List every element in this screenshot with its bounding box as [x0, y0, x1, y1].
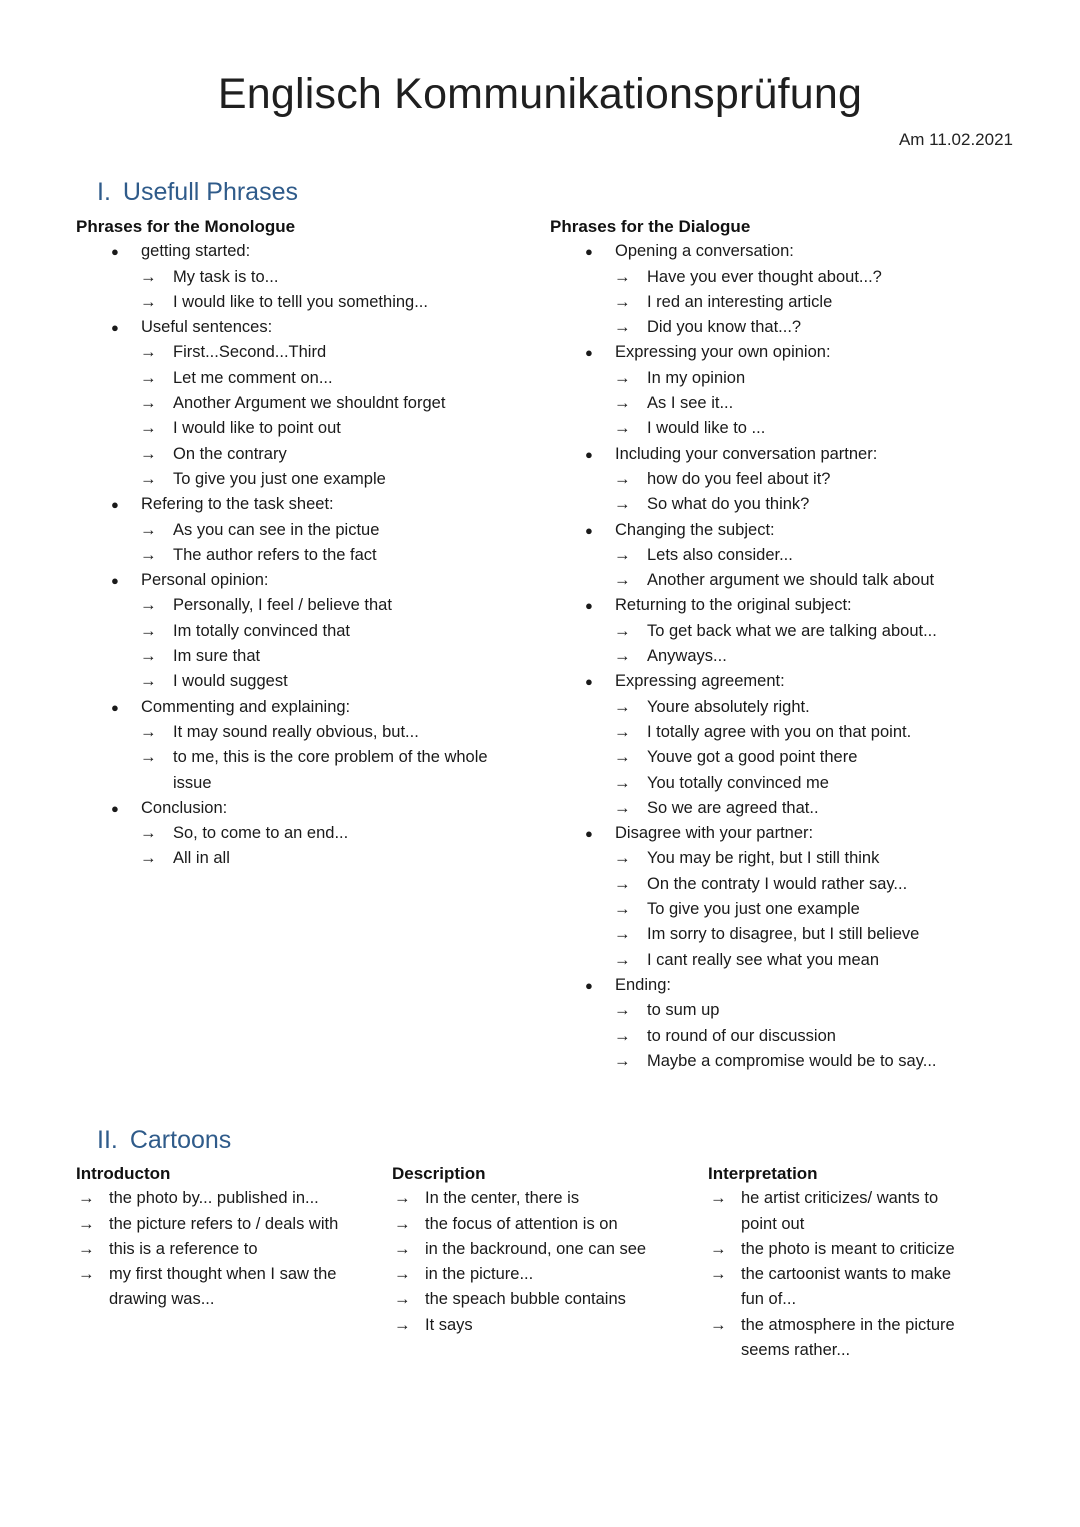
phrase-item [550, 644, 1030, 669]
document-title: Englisch Kommunikationsprüfung [217, 70, 863, 118]
bullet-icon: ● [585, 826, 593, 842]
arrow-icon: → [710, 1239, 727, 1258]
phrase-item [550, 922, 1030, 947]
phrase-text: Im sure that [173, 647, 261, 666]
arrow-icon: → [614, 394, 631, 413]
phrase-text: in the backround, one can see [425, 1239, 647, 1258]
arrow-icon: → [614, 925, 631, 944]
arrow-icon: → [614, 647, 631, 666]
arrow-icon: → [140, 394, 157, 413]
arrow-icon: → [78, 1239, 95, 1258]
arrow-icon: → [140, 469, 157, 488]
bullet-label: Returning to the original subject: [615, 596, 852, 615]
bullet-icon: ● [111, 800, 119, 816]
cartoons-column-title: Introducton [76, 1164, 171, 1183]
section-heading-cartoons [97, 1126, 231, 1155]
phrase-item [550, 948, 1030, 973]
phrase-continuation: fun of... [741, 1290, 797, 1309]
phrase-item [76, 340, 546, 365]
arrow-icon: → [78, 1265, 95, 1284]
arrow-icon: → [140, 444, 157, 463]
phrase-item [76, 467, 546, 492]
bullet-icon: ● [111, 573, 119, 589]
bullet-item [76, 568, 546, 593]
phrase-text: this is a reference to [109, 1239, 258, 1258]
phrase-text: So what do you think? [647, 495, 810, 514]
phrase-continuation: point out [741, 1214, 805, 1233]
phrase-continuation: drawing was... [109, 1290, 215, 1309]
bullet-icon: ● [585, 674, 593, 690]
phrase-item [392, 1262, 692, 1287]
cartoons-column-interpretation [708, 1161, 1008, 1363]
phrase-item [76, 821, 546, 846]
phrase-text: I totally agree with you on that point. [647, 722, 912, 741]
phrase-item [76, 669, 546, 694]
bullet-label: Refering to the task sheet: [141, 495, 334, 514]
phrase-text: So we are agreed that.. [647, 798, 819, 817]
phrase-item [392, 1186, 692, 1211]
bullet-label: getting started: [141, 242, 251, 261]
phrase-item [550, 695, 1030, 720]
phrase-item [550, 720, 1030, 745]
dialogue-column [550, 214, 1030, 1074]
bullet-item [550, 821, 1030, 846]
bullet-label: Conclusion: [141, 798, 228, 817]
phrase-text: Personally, I feel / believe that [173, 596, 392, 615]
phrase-item [550, 366, 1030, 391]
arrow-icon: → [140, 368, 157, 387]
phrase-text: Youre absolutely right. [647, 697, 810, 716]
phrase-text: Maybe a compromise would be to say... [647, 1051, 937, 1070]
phrase-continuation: issue [173, 773, 212, 792]
arrow-icon: → [140, 748, 157, 767]
bullet-label: Ending: [615, 975, 671, 994]
phrase-text: Im sorry to disagree, but I still believe [647, 925, 920, 944]
phrase-text: I would suggest [173, 672, 288, 691]
phrase-text: I would like to ... [647, 419, 766, 438]
phrase-text: I would like to point out [173, 419, 341, 438]
arrow-icon: → [614, 773, 631, 792]
phrase-text: The author refers to the fact [173, 545, 377, 564]
phrase-item [550, 568, 1030, 593]
bullet-label: Changing the subject: [615, 520, 775, 539]
phrase-item [550, 745, 1030, 770]
phrase-item [550, 771, 1030, 796]
bullet-label: Opening a conversation: [615, 242, 794, 261]
arrow-icon: → [710, 1189, 727, 1208]
phrase-continuation: seems rather... [741, 1341, 851, 1360]
phrase-item [708, 1186, 1008, 1211]
phrase-item [708, 1237, 1008, 1262]
arrow-icon: → [394, 1239, 411, 1258]
bullet-label: Expressing your own opinion: [615, 343, 831, 362]
phrase-item [550, 543, 1030, 568]
phrase-text: the focus of attention is on [425, 1214, 618, 1233]
phrase-item [550, 315, 1030, 340]
phrase-text: To give you just one example [647, 900, 860, 919]
bullet-item [550, 669, 1030, 694]
bullet-item [550, 442, 1030, 467]
arrow-icon: → [140, 267, 157, 286]
phrase-item [76, 518, 546, 543]
phrase-item [550, 796, 1030, 821]
arrow-icon: → [614, 318, 631, 337]
phrase-text: I cant really see what you mean [647, 950, 880, 969]
bullet-item [550, 973, 1030, 998]
phrase-text: In my opinion [647, 368, 746, 387]
arrow-icon: → [614, 722, 631, 741]
phrase-item [76, 745, 546, 770]
phrase-item [550, 872, 1030, 897]
arrow-icon: → [140, 849, 157, 868]
arrow-icon: → [614, 1001, 631, 1020]
phrase-item [76, 619, 546, 644]
phrase-text: Lets also consider... [647, 545, 793, 564]
bullet-icon: ● [111, 699, 119, 715]
bullet-label: Expressing agreement: [615, 672, 785, 691]
phrase-text: Anyways... [647, 647, 727, 666]
phrase-item [550, 1024, 1030, 1049]
phrase-text: So, to come to an end... [173, 824, 349, 843]
phrase-text: in the picture... [425, 1265, 534, 1284]
phrase-item [76, 1237, 376, 1262]
phrase-item [392, 1313, 692, 1338]
phrase-item [76, 265, 546, 290]
arrow-icon: → [78, 1214, 95, 1233]
phrase-text: As I see it... [647, 394, 734, 413]
bullet-item [76, 239, 546, 264]
phrase-item [550, 265, 1030, 290]
bullet-icon: ● [585, 977, 593, 993]
phrase-text: I would like to telll you something... [173, 292, 428, 311]
arrow-icon: → [140, 419, 157, 438]
bullet-label: Commenting and explaining: [141, 697, 351, 716]
phrase-text: to sum up [647, 1001, 720, 1020]
phrase-text: I red an interesting article [647, 292, 833, 311]
phrase-text: Another Argument we shouldnt forget [173, 394, 446, 413]
arrow-icon: → [614, 419, 631, 438]
bullet-icon: ● [585, 446, 593, 462]
phrase-text: You totally convinced me [647, 773, 829, 792]
arrow-icon: → [140, 672, 157, 691]
arrow-icon: → [614, 697, 631, 716]
phrase-item [76, 720, 546, 745]
phrase-text: the photo is meant to criticize [741, 1239, 955, 1258]
phrase-item [76, 366, 546, 391]
phrase-text: to round of our discussion [647, 1026, 836, 1045]
arrow-icon: → [614, 292, 631, 311]
phrase-item [550, 897, 1030, 922]
phrase-item [550, 846, 1030, 871]
arrow-icon: → [140, 824, 157, 843]
cartoons-column-title: Description [392, 1164, 486, 1183]
phrase-item [76, 442, 546, 467]
bullet-label: Useful sentences: [141, 318, 273, 337]
phrase-text: On the contraty I would rather say... [647, 874, 908, 893]
bullet-icon: ● [585, 244, 593, 260]
arrow-icon: → [614, 849, 631, 868]
arrow-icon: → [140, 621, 157, 640]
phrase-text: All in all [173, 849, 230, 868]
bullet-item [550, 239, 1030, 264]
arrow-icon: → [614, 950, 631, 969]
phrase-item [550, 492, 1030, 517]
phrase-item [76, 416, 546, 441]
arrow-icon: → [614, 621, 631, 640]
phrase-text: It says [425, 1315, 473, 1334]
dialogue-title: Phrases for the Dialogue [550, 217, 751, 236]
section-title: Cartoons [129, 1126, 232, 1154]
bullet-icon: ● [585, 345, 593, 361]
bullet-icon: ● [585, 522, 593, 538]
bullet-item [550, 518, 1030, 543]
arrow-icon: → [614, 900, 631, 919]
phrase-item [392, 1237, 692, 1262]
bullet-item [76, 796, 546, 821]
phrase-text: First...Second...Third [173, 343, 327, 362]
phrase-text: to me, this is the core problem of the whole [173, 748, 488, 767]
bullet-item [550, 340, 1030, 365]
phrase-text: the atmosphere in the picture [741, 1315, 955, 1334]
section-number: II. [97, 1126, 118, 1154]
phrase-text: the picture refers to / deals with [109, 1214, 339, 1233]
monologue-column [76, 214, 546, 872]
bullet-icon: ● [585, 598, 593, 614]
arrow-icon: → [614, 748, 631, 767]
arrow-icon: → [710, 1265, 727, 1284]
bullet-label: Personal opinion: [141, 571, 269, 590]
phrase-item [76, 846, 546, 871]
bullet-icon: ● [111, 497, 119, 513]
phrase-item [76, 1186, 376, 1211]
arrow-icon: → [614, 368, 631, 387]
bullet-icon: ● [111, 244, 119, 260]
arrow-icon: → [614, 874, 631, 893]
bullet-item [76, 492, 546, 517]
phrase-item [550, 619, 1030, 644]
phrase-item [550, 416, 1030, 441]
phrase-item [392, 1212, 692, 1237]
arrow-icon: → [394, 1189, 411, 1208]
phrase-item [550, 467, 1030, 492]
bullet-item [550, 593, 1030, 618]
bullet-label: Including your conversation partner: [615, 444, 878, 463]
arrow-icon: → [710, 1315, 727, 1334]
bullet-label: Disagree with your partner: [615, 824, 814, 843]
arrow-icon: → [394, 1315, 411, 1334]
arrow-icon: → [614, 545, 631, 564]
phrase-text: You may be right, but I still think [647, 849, 880, 868]
phrase-item [76, 543, 546, 568]
arrow-icon: → [140, 343, 157, 362]
phrase-item [550, 1049, 1030, 1074]
arrow-icon: → [140, 647, 157, 666]
phrase-text: As you can see in the pictue [173, 520, 380, 539]
arrow-icon: → [614, 267, 631, 286]
phrase-item [76, 1262, 376, 1287]
arrow-icon: → [614, 1051, 631, 1070]
arrow-icon: → [394, 1265, 411, 1284]
phrase-text: In the center, there is [425, 1189, 580, 1208]
section-title: Usefull Phrases [122, 178, 298, 206]
phrase-text: the photo by... published in... [109, 1189, 319, 1208]
phrase-text: Did you know that...? [647, 318, 802, 337]
phrase-item [392, 1287, 692, 1312]
phrase-text: On the contrary [173, 444, 287, 463]
section-heading-phrases [97, 178, 298, 207]
arrow-icon: → [614, 469, 631, 488]
document-date: Am 11.02.2021 [898, 130, 1013, 149]
phrase-text: my first thought when I saw the [109, 1265, 337, 1284]
phrase-item [76, 593, 546, 618]
phrase-text: he artist criticizes/ wants to [741, 1189, 939, 1208]
phrase-text: the speach bubble contains [425, 1290, 626, 1309]
phrase-text: the cartoonist wants to make [741, 1265, 952, 1284]
phrase-item [550, 998, 1030, 1023]
arrow-icon: → [140, 520, 157, 539]
arrow-icon: → [140, 722, 157, 741]
arrow-icon: → [394, 1214, 411, 1233]
bullet-item [76, 315, 546, 340]
arrow-icon: → [394, 1290, 411, 1309]
arrow-icon: → [140, 292, 157, 311]
monologue-title: Phrases for the Monologue [76, 217, 296, 236]
phrase-text: Have you ever thought about...? [647, 267, 882, 286]
phrase-item [708, 1262, 1008, 1287]
phrase-item [76, 1212, 376, 1237]
phrase-item [550, 290, 1030, 315]
bullet-item [76, 695, 546, 720]
phrase-text: Another argument we should talk about [647, 571, 935, 590]
phrase-text: It may sound really obvious, but... [173, 722, 419, 741]
arrow-icon: → [140, 545, 157, 564]
phrase-text: To get back what we are talking about... [647, 621, 937, 640]
phrase-item [708, 1313, 1008, 1338]
arrow-icon: → [614, 798, 631, 817]
phrase-text: Youve got a good point there [647, 748, 858, 767]
arrow-icon: → [614, 1026, 631, 1045]
cartoons-column-description [392, 1161, 692, 1338]
phrase-item [550, 391, 1030, 416]
cartoons-column-introduction [76, 1161, 376, 1313]
arrow-icon: → [614, 495, 631, 514]
section-number: I. [97, 178, 111, 206]
cartoons-column-title: Interpretation [708, 1164, 818, 1183]
arrow-icon: → [78, 1189, 95, 1208]
phrase-item [76, 644, 546, 669]
phrase-text: To give you just one example [173, 469, 386, 488]
phrase-text: how do you feel about it? [647, 469, 831, 488]
bullet-icon: ● [111, 320, 119, 336]
phrase-text: Let me comment on... [173, 368, 333, 387]
arrow-icon: → [614, 571, 631, 590]
phrase-text: My task is to... [173, 267, 279, 286]
phrase-item [76, 391, 546, 416]
phrase-item [76, 290, 546, 315]
arrow-icon: → [140, 596, 157, 615]
phrase-text: Im totally convinced that [173, 621, 351, 640]
